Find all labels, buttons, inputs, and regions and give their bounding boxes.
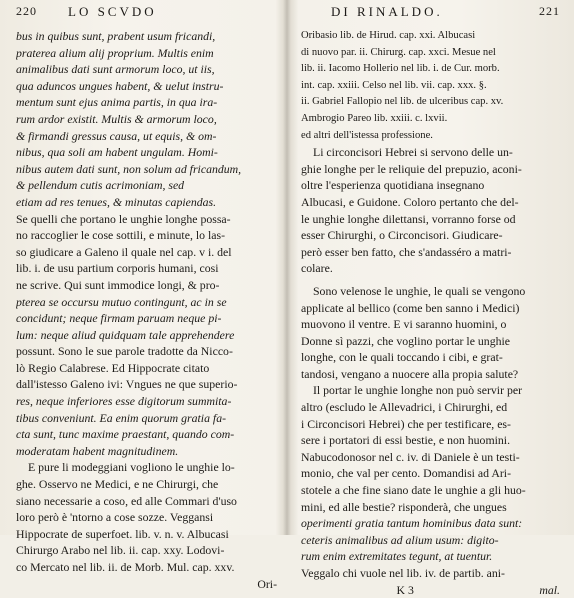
- text-line: esser Chirurghi, o Circoncisori. Giudicare-: [301, 228, 503, 243]
- left-page: [0, 0, 287, 591]
- text-line: bus in quibus sunt, prabent usum fricandi,: [16, 29, 216, 43]
- text-line: Veggalo chi vuole nel lib. iv. de partib. ani-: [301, 566, 505, 580]
- text-line: moderatam habent magnitudinem.: [16, 443, 179, 458]
- text-line: Li circoncisori Hebrei si servono delle un-: [313, 145, 513, 160]
- left-page-number: 220: [16, 4, 37, 18]
- text-line: ii. Gabriel Fallopio nel lib. de ulceribus cap. xv.: [301, 96, 504, 108]
- text-line: mentum sunt ejus anima partis, in qua ira-: [16, 95, 218, 110]
- text-line: sere i portatori di essi bestie, e non huomini.: [301, 433, 511, 448]
- text-line: monio, che val per cento. Domandisi ad Ari-: [301, 466, 511, 481]
- text-line: Il portar le unghie longhe non può servir per: [313, 383, 523, 398]
- text-line: stotele a che fine siano date le unghie a gli huo-: [301, 483, 526, 498]
- text-line: praterea alium alij proprium. Multis enim: [16, 45, 214, 60]
- right-running-head: DI RINALDO.: [331, 4, 443, 19]
- right-page-number: 221: [539, 4, 560, 18]
- text-line: longhe, con le quali toccando i cibi, e grat-: [301, 350, 503, 365]
- text-line: qua aduncos ungues habent, & uelut instru-: [16, 78, 224, 93]
- text-line: siano necessarie a coso, ed alle Commari d'uso: [16, 493, 237, 508]
- text-line: operimenti gratia tantum hominibus data sunt:: [301, 516, 523, 531]
- right-page-header: [301, 4, 560, 28]
- text-line: mini, ed alle bestie? risponderà, che ungues: [301, 499, 507, 514]
- catchword: Ori-: [257, 576, 277, 591]
- text-line: oltre l'esperienza quotidiana insegnano: [301, 178, 485, 193]
- text-line: lò Regio Calabrese. Ed Hippocrate citato: [16, 360, 210, 375]
- text-line: rum ardor existit. Multis & armorum loco,: [16, 111, 217, 126]
- text-line: i Circoncisori Hebrei) che per testificare, es-: [301, 416, 511, 431]
- right-page-text: [301, 28, 560, 598]
- text-line: cta sunt, tunc maxime praestant, quando com-: [16, 427, 235, 442]
- text-line: co Mercato nel lib. ii. de Morb. Mul. cap. xxv.: [16, 560, 235, 574]
- text-line: Oribasio lib. de Hirud. cap. xxi. Albucasi: [301, 30, 476, 41]
- left-running-head: LO SCVDO: [68, 4, 157, 19]
- text-line: Sono velenose le unghie, le quali se vengono: [313, 283, 526, 298]
- text-line: ghie longhe per le reliquie del prepuzio, aconi-: [301, 161, 522, 176]
- text-line: lib. ii. Iacomo Hollerio nel lib. i. de Cur. morb.: [301, 63, 500, 75]
- text-line: no raccoglier le cose sottili, e minute, lo las-: [16, 228, 226, 243]
- text-line: ne scrive. Qui sunt immodice longi, & pro-: [16, 277, 220, 292]
- text-line: le unghie longhe dilettansi, vorranno forse od: [301, 211, 516, 226]
- text-line: E pure li modeggiani vogliono le unghie lo-: [28, 460, 235, 475]
- text-line: rum enim extremitates tegunt, at tuentur.: [301, 549, 493, 564]
- text-line: so giudicare a Galeno il quale nel cap. v i. del: [16, 244, 232, 259]
- text-line: Hippocrate de superfoet. lib. v. n. v. Albucasi: [16, 526, 229, 541]
- text-line: colare.: [301, 261, 333, 276]
- text-line: & pellendum cutis acrimoniam, sed: [16, 178, 185, 193]
- text-line: animalibus dati sunt armorum loco, ut iis,: [16, 62, 215, 77]
- text-line: ghe. Osservo ne Medici, e ne Chirurgi, che: [16, 477, 219, 492]
- text-line: & firmandi gressus causa, ut equis, & om-: [16, 128, 217, 143]
- text-line: nibus, qua soli am habent ungulam. Homi-: [16, 145, 218, 160]
- text-line: Ambrogio Pareo lib. xxiii. c. lxvii.: [301, 112, 448, 124]
- page-footer: [301, 582, 560, 598]
- text-line: Nabucodonosor nel c. iv. di Daniele è un testi-: [301, 449, 520, 464]
- text-line: loro però è 'ntorno a cose sozze. Veggansi: [16, 510, 214, 525]
- text-line: Chirurgo Arabo nel lib. ii. cap. xxy. Lodovi-: [16, 543, 225, 558]
- text-line: altro (escludo le Allevadrici, i Chirurghi, ed: [301, 400, 508, 415]
- text-line: etiam ad res tenues, & minutas capiendas.: [16, 194, 217, 209]
- text-line: int. cap. xxiii. Celso nel lib. vii. cap. xxx. §.: [301, 79, 487, 91]
- text-line: ceteris animalibus ad alium usum: digito-: [301, 532, 499, 547]
- text-line: tandosi, vengano a nuocere alla propia salute?: [301, 366, 519, 381]
- text-line: possunt. Sono le sue parole tradotte da Nicco-: [16, 344, 233, 359]
- left-page-header: [16, 4, 277, 28]
- right-page: [287, 0, 574, 597]
- text-line: lum: neque aliud quidquam tale apprehendere: [16, 327, 235, 342]
- text-line: nibus autem dati sunt, non solum ad fricandum,: [16, 161, 242, 176]
- text-line: dall'istesso Galeno ivi: Vngues ne que superio-: [16, 377, 238, 392]
- catchword: mal.: [539, 582, 560, 597]
- text-line: applicate al bellico (come ben sanno i Medici): [301, 300, 520, 315]
- signature-mark: K 3: [396, 582, 414, 597]
- text-line: Albucasi, e Guidone. Coloro pertanto che del-: [301, 194, 519, 209]
- text-line: di nuovo par. ii. Chirurg. cap. xxci. Mesue nel: [301, 46, 496, 58]
- text-line: res, neque inferiores esse digitorum summita-: [16, 394, 232, 409]
- text-line: concidunt; neque firmam paruam neque pi-: [16, 311, 222, 326]
- text-line: ed altri dell'istessa professione.: [301, 129, 433, 141]
- text-line: Donne sì pazzi, che voglino portar le unghie: [301, 333, 511, 348]
- text-line: lib. i. de usu partium corporis humani, cosi: [16, 261, 219, 276]
- text-line: però esser ben fatto, che s'andasséro a matri-: [301, 244, 512, 259]
- text-line: Se quelli che portano le unghie longhe possa-: [16, 211, 231, 226]
- left-page-text: [16, 28, 277, 592]
- text-line: tibus conveniunt. Ea enim quorum gratia fa-: [16, 410, 227, 425]
- text-line: muovono il ventre. E vi saranno huomini, o: [301, 317, 507, 332]
- text-line: pterea se occursu mutuo contingunt, ac in se: [16, 294, 227, 309]
